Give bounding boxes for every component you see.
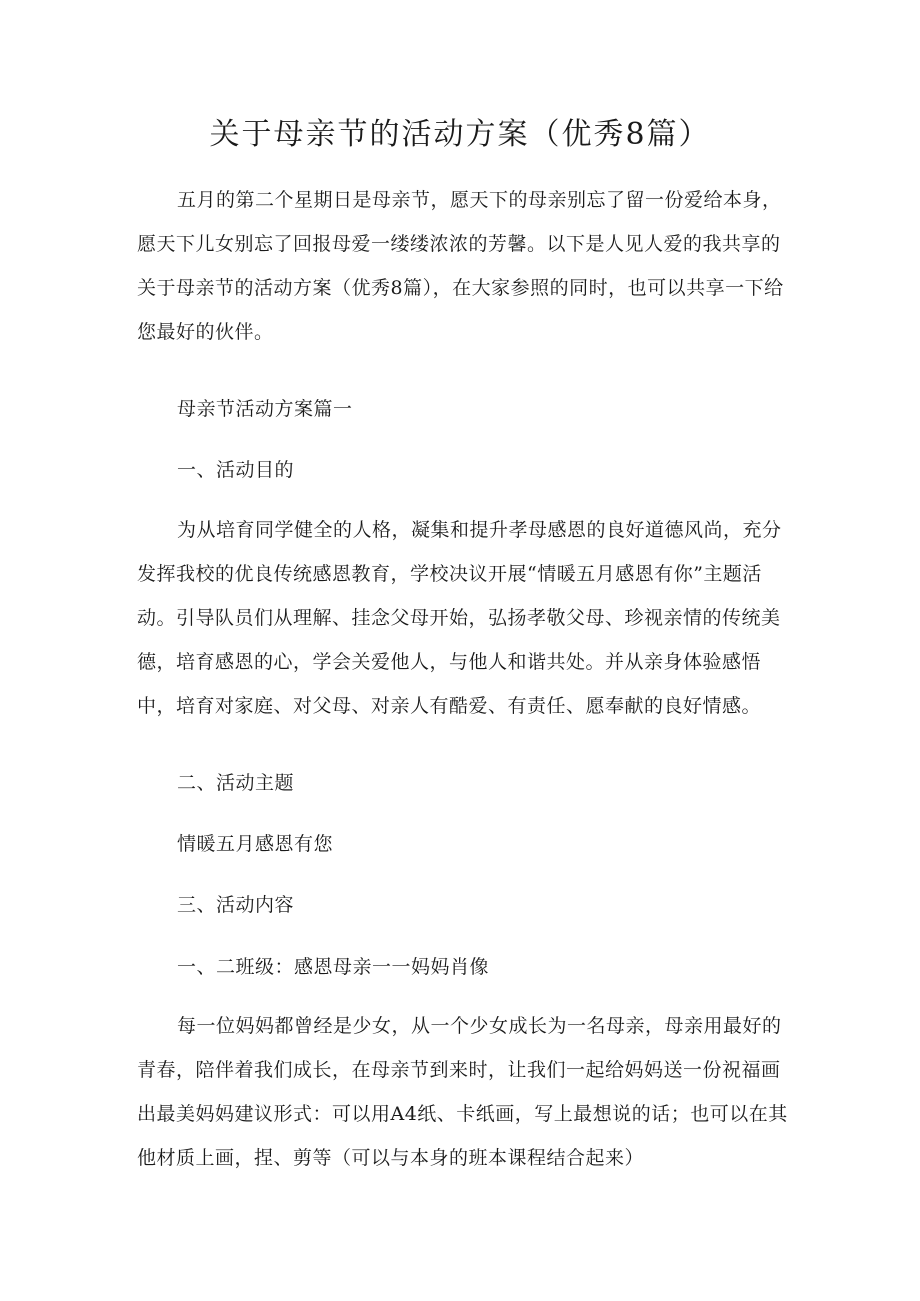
theme-text: 情暖五月感恩有您: [177, 833, 334, 855]
intro-paragraph: 五月的第二个星期日是母亲节，愿天下的母亲别忘了留一份爱给本身，愿天下儿女别忘了回报母爱一缕缕浓浓的芳馨。以下是人见人爱的我共享的关于母亲节的活动方案（优秀8篇），在大家参照的同时，也可以共享一下给您最好的伙伴。: [137, 189, 784, 343]
document-title: 关于母亲节的活动方案（优秀8篇）: [209, 117, 711, 152]
section-heading: 母亲节活动方案篇一: [177, 398, 353, 420]
heading-activity-theme: 二、活动主题: [177, 772, 295, 794]
heading-activity-purpose: 一、活动目的: [177, 459, 295, 481]
content-item-paragraph: 每一位妈妈都曾经是少女，从一个少女成长为一名母亲，母亲用最好的青春，陪伴着我们成长，在母亲节到来时，让我们一起给妈妈送一份祝福画出最美妈妈建议形式：可以用A4纸、卡纸画，写上最想说的话；也可以在其他材质上画，捏、剪等（可以与本身的班本课程结合起来）: [137, 1015, 788, 1169]
heading-activity-content: 三、活动内容: [177, 894, 295, 916]
content-item-heading: 一、二班级：感恩母亲一一妈妈肖像: [177, 956, 490, 978]
purpose-paragraph: 为从培育同学健全的人格，凝集和提升孝母感恩的良好道德风尚，充分发挥我校的优良传统感恩教育，学校决议开展“情暖五月感恩有你”主题活动。引导队员们从理解、挂念父母开始，弘扬孝敬父母、珍视亲情的传统美德，培育感恩的心，学会关爱他人，与他人和谐共处。并从亲身体验感悟中，培育对家庭、对父母、对亲人有酷爱、有责任、愿奉献的良好情感。: [137, 519, 782, 717]
